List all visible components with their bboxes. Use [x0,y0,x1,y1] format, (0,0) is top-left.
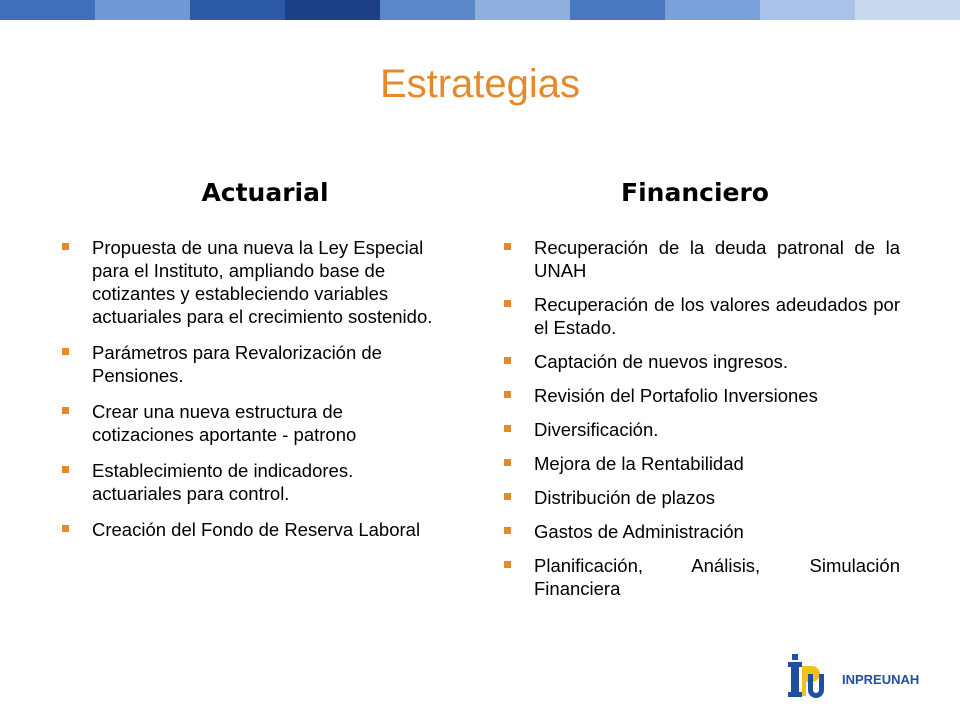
slide-title: Estrategias [379,62,581,106]
square-bullet-icon [62,243,69,250]
top-banner [0,0,960,20]
square-bullet-icon [504,425,511,432]
footer-brand: INPREUNAH [842,672,920,687]
list-item: Diversificación. [500,418,900,441]
square-bullet-icon [62,525,69,532]
square-bullet-icon [62,407,69,414]
square-bullet-icon [504,243,511,250]
square-bullet-icon [504,300,511,307]
list-item: Crear una nueva estructura de cotizaciones aportante - patrono [58,400,443,446]
list-item: Mejora de la Rentabilidad [500,452,900,475]
list-item: Recuperación de los valores adeudados por el Estado. [500,293,900,339]
list-item: Establecimiento de indicadores. actuariales para control. [58,459,443,505]
actuarial-list [58,236,443,554]
square-bullet-icon [62,348,69,355]
list-item: Propuesta de una nueva la Ley Especial para el Instituto, ampliando base de cotizantes y estableciendo variables actuariales para el crecimiento sostenido. [58,236,443,328]
list-item: Gastos de Administración [500,520,900,543]
square-bullet-icon [62,466,69,473]
list-item: Planificación, Análisis, Simulación Financiera [500,554,900,600]
column-heading-financiero: Financiero [621,178,769,207]
list-item: Recuperación de la deuda patronal de la UNAH [500,236,900,282]
square-bullet-icon [504,561,511,568]
ipu-logo-icon [780,652,830,700]
list-item: Revisión del Portafolio Inversiones [500,384,900,407]
square-bullet-icon [504,391,511,398]
column-heading-actuarial: Actuarial [201,178,329,207]
list-item: Captación de nuevos ingresos. [500,350,900,373]
square-bullet-icon [504,493,511,500]
list-item: Parámetros para Revalorización de Pensiones. [58,341,443,387]
financiero-list [500,236,900,611]
square-bullet-icon [504,357,511,364]
square-bullet-icon [504,459,511,466]
square-bullet-icon [504,527,511,534]
list-item: Distribución de plazos [500,486,900,509]
list-item: Creación del Fondo de Reserva Laboral [58,518,443,541]
